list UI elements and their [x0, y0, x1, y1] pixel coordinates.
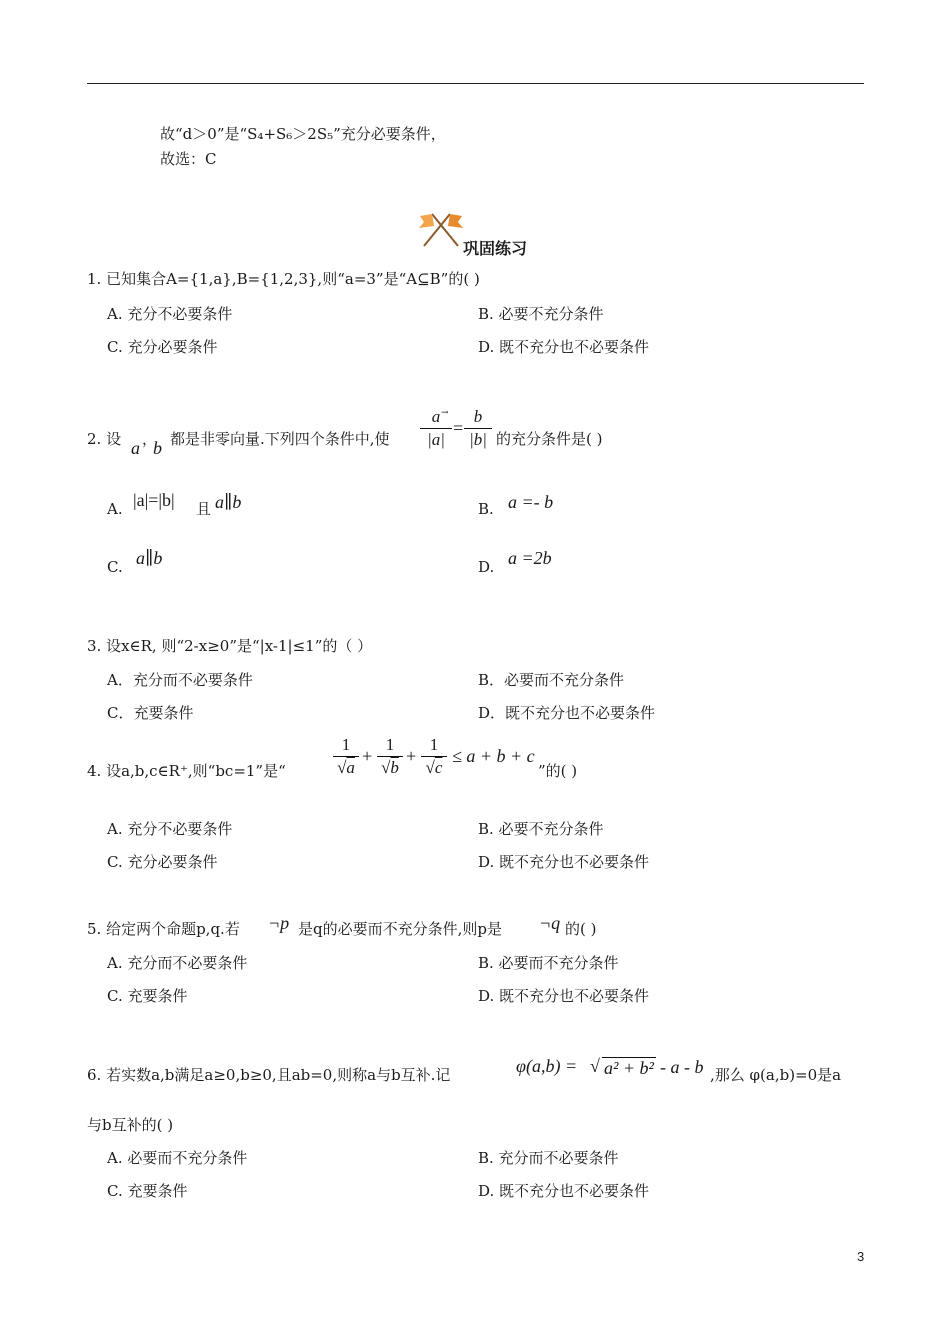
q2-frac1-num: a [431, 407, 441, 426]
q5-mid: 是q的必要而不充分条件,则p是 [298, 920, 502, 938]
q3-option-b[interactable]: B．必要而不充分条件 [478, 671, 625, 689]
q6-sqrt-body: a² + b² [604, 1058, 654, 1078]
q4-option-a[interactable]: A. 充分不必要条件 [107, 820, 233, 838]
q6-option-b[interactable]: B. 充分而不必要条件 [478, 1149, 619, 1167]
q1-stem: 1. 已知集合A={1,a},B={1,2,3},则“a=3”是“A⊆B”的( ) [87, 270, 480, 288]
q5-option-a[interactable]: A. 充分而不必要条件 [107, 954, 248, 972]
q2-option-c-math: a∥b [136, 548, 163, 568]
q3-option-c[interactable]: C．充要条件 [107, 704, 194, 722]
q5-option-b[interactable]: B. 必要而不充分条件 [478, 954, 619, 972]
q2-option-b-math: a =- b [508, 492, 554, 512]
q1-option-c[interactable]: C. 充分必要条件 [107, 338, 218, 356]
sqrt-icon: √ [425, 758, 435, 777]
vector-arrow-icon: → [441, 408, 449, 418]
q2-vec-a: a [131, 438, 140, 458]
q2-option-a-qie: 且 [196, 500, 212, 518]
q4-fraction-c [421, 736, 447, 777]
q2-suffix: 的充分条件是( ) [496, 430, 603, 448]
q6-suffix: ,那么 φ(a,b)=0是a [710, 1066, 842, 1084]
q4-sqrt-c: c [434, 758, 443, 777]
q4-option-b[interactable]: B. 必要不充分条件 [478, 820, 604, 838]
q2-fraction-b [464, 408, 492, 449]
q4-frac-b-num: 1 [385, 735, 395, 754]
q4-plus-1: + [362, 746, 373, 766]
q2-mid: 都是非零向量.下列四个条件中,使 [170, 430, 390, 448]
sqrt-icon: √ [337, 758, 347, 777]
q2-prefix: 2. 设 [87, 430, 122, 448]
q5-prefix: 5. 给定两个命题p,q.若 [87, 920, 240, 938]
q4-option-c[interactable]: C. 充分必要条件 [107, 853, 218, 871]
q4-option-d[interactable]: D. 既不充分也不必要条件 [478, 853, 650, 871]
q5-neg-p: ¬p [268, 913, 290, 933]
q5-suffix: 的( ) [565, 920, 597, 938]
q4-suffix: ”的( ) [538, 762, 578, 780]
q3-option-a[interactable]: A．充分而不必要条件 [107, 671, 253, 689]
q6-tail: - a - b [660, 1057, 704, 1077]
q2-option-c-label[interactable]: C. [107, 558, 123, 576]
q5-option-c[interactable]: C. 充要条件 [107, 987, 188, 1005]
q3-stem: 3. 设x∈R, 则“2-x≥0”是“|x-1|≤1”的（ ） [87, 637, 373, 655]
q4-rhs: ≤ a + b + c [452, 746, 535, 766]
q4-frac-c-num: 1 [429, 735, 439, 754]
intro-line-1: 故“d＞0”是“S₄+S₆＞2S₅”充分必要条件， [160, 125, 446, 143]
q4-plus-2: + [406, 746, 417, 766]
q2-option-a-math1: |a|=|b| [133, 490, 175, 510]
sqrt-icon: √ [590, 1056, 600, 1076]
q4-fraction-b [377, 736, 403, 777]
q2-frac2-num: b [473, 407, 483, 426]
sqrt-icon: √ [381, 758, 391, 777]
q2-option-a-label[interactable]: A. [107, 500, 123, 518]
section-title: 巩固练习 [463, 239, 528, 258]
q6-option-c[interactable]: C. 充要条件 [107, 1182, 188, 1200]
q6-phi: φ(a,b) = [516, 1056, 578, 1076]
crossed-flags-icon [418, 210, 464, 252]
q2-equals: = [453, 418, 464, 438]
q2-option-b-label[interactable]: B. [478, 500, 494, 518]
page-number: 3 [857, 1249, 865, 1264]
q4-fraction-a [333, 736, 359, 777]
header-rule [87, 83, 864, 84]
q2-vec-b: b [153, 438, 162, 458]
q6-option-d[interactable]: D. 既不充分也不必要条件 [478, 1182, 650, 1200]
q2-option-d-label[interactable]: D. [478, 558, 495, 576]
q2-option-d-math: a =2b [508, 548, 552, 568]
q2-option-a-math2: a∥b [215, 492, 242, 512]
q6-prefix: 6. 若实数a,b满足a≥0,b≥0,且ab=0,则称a与b互补.记 [87, 1066, 451, 1084]
q4-prefix: 4. 设a,b,c∈R⁺,则“bc=1”是“ [87, 762, 286, 780]
q1-option-b[interactable]: B. 必要不充分条件 [478, 305, 604, 323]
q5-neg-q: ¬q [539, 913, 561, 933]
q5-option-d[interactable]: D. 既不充分也不必要条件 [478, 987, 650, 1005]
q1-option-d[interactable]: D. 既不充分也不必要条件 [478, 338, 650, 356]
q3-option-d[interactable]: D．既不充分也不必要条件 [478, 704, 656, 722]
intro-line-2: 故选：C [160, 150, 217, 168]
q6-line-2: 与b互补的( ) [87, 1116, 174, 1134]
q6-option-a[interactable]: A. 必要而不充分条件 [107, 1149, 248, 1167]
q4-sqrt-b: b [390, 758, 399, 777]
q2-comma: ， [142, 430, 158, 448]
q2-frac1-den: |a| [427, 430, 445, 449]
q2-frac2-den: |b| [469, 430, 487, 449]
q4-sqrt-a: a [346, 758, 355, 777]
q4-frac-a-num: 1 [341, 735, 351, 754]
q1-option-a[interactable]: A. 充分不必要条件 [107, 305, 233, 323]
